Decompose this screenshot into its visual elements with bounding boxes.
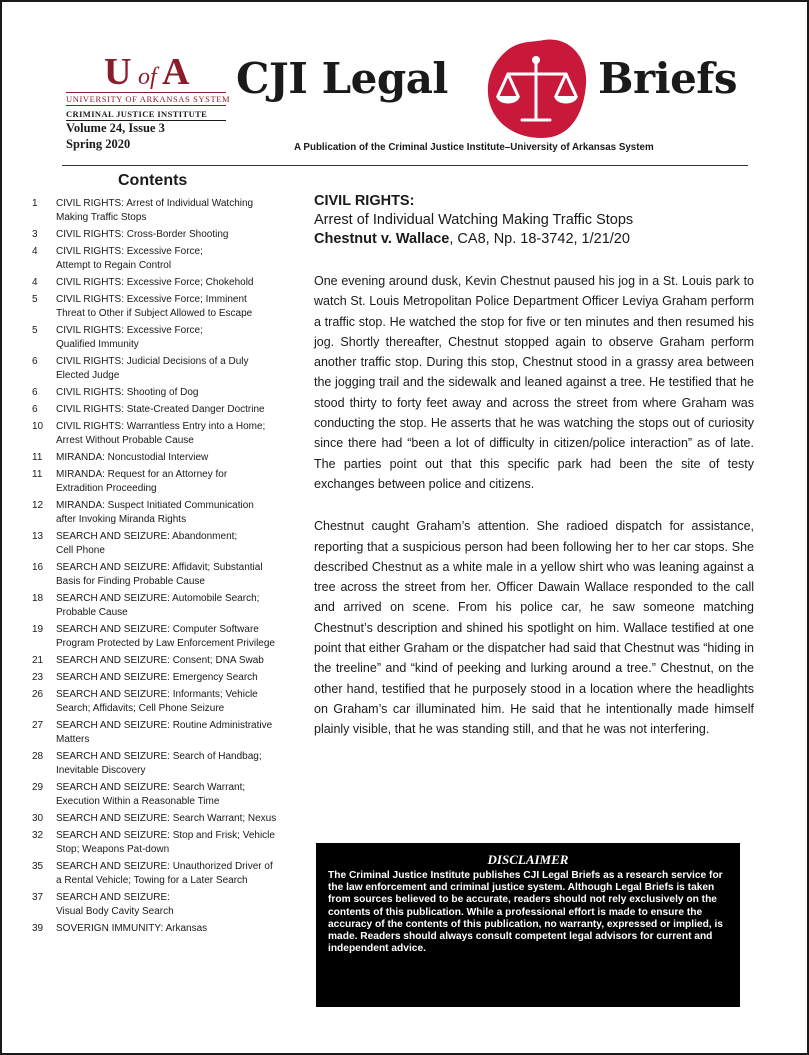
toc-entry-subtitle: Matters xyxy=(56,734,90,745)
toc-entry-title: SEARCH AND SEIZURE: Computer Software xyxy=(56,624,259,635)
toc-entry-title: SEARCH AND SEIZURE: Search Warrant; Nexus xyxy=(56,813,277,824)
toc-page-number: 11 xyxy=(32,452,43,463)
toc-entry-subtitle: Threat to Other if Subject Allowed to Escape xyxy=(56,308,253,319)
article-case-citation xyxy=(314,230,754,249)
toc-entry-subtitle: Program Protected by Law Enforcement Privilege xyxy=(56,638,275,649)
toc-entry-text xyxy=(56,245,290,273)
lead-article xyxy=(314,192,754,740)
toc-page-number: 29 xyxy=(32,782,44,793)
toc-entry-text xyxy=(56,468,290,496)
toc-item xyxy=(32,197,290,225)
toc-page-number: 18 xyxy=(32,593,44,604)
table-of-contents xyxy=(32,197,290,939)
toc-page-number: 16 xyxy=(32,562,44,573)
logo-institute-name: CRIMINAL JUSTICE INSTITUTE xyxy=(66,109,226,121)
toc-item xyxy=(32,276,290,290)
toc-page-number: 12 xyxy=(32,500,44,511)
toc-entry-text xyxy=(56,420,290,448)
issue-volume: Volume 24, Issue 3 xyxy=(66,121,165,135)
toc-entry-subtitle: Cell Phone xyxy=(56,545,105,556)
toc-entry-text xyxy=(56,812,290,826)
toc-entry-text xyxy=(56,654,290,668)
svg-text:A: A xyxy=(162,51,190,90)
toc-page-number: 32 xyxy=(32,830,44,841)
toc-item xyxy=(32,451,290,465)
article-paragraph-2: Chestnut caught Graham’s attention. She radioed dispatch for assistance, reporting that a suspicious person had been following her to her car stops. She described Chestnut as a white male in a yellow shirt who was leaning against a tree across the street from her. Officer Dawain Wallace responded to the call and arrived on scene. From his police car, he saw someone matching Chestnut’s description and shined his spotlight on him. Wallace testified at one point that either Graham or the dispatcher had said that Chestnut was “hiding in the treeline” and “kind of peeking and lurking around a tree.” Chestnut, on the other hand, testified that he purposely stood in a location where the headlights on Graham’s car illuminated him. He said that he intentionally made himself plainly visible, that he was standing still, and that he was not interfering. xyxy=(314,519,754,737)
toc-page-number: 4 xyxy=(32,246,38,257)
toc-item xyxy=(32,671,290,685)
toc-entry-title: SEARCH AND SEIZURE: Informants; Vehicle xyxy=(56,689,258,700)
masthead-title-left: CJI Legal xyxy=(236,54,448,103)
toc-entry-subtitle: Visual Body Cavity Search xyxy=(56,906,174,917)
toc-item xyxy=(32,324,290,352)
toc-entry-title: SEARCH AND SEIZURE: Affidavit; Substantial xyxy=(56,562,263,573)
toc-page-number: 39 xyxy=(32,923,44,934)
issue-season: Spring 2020 xyxy=(66,137,131,151)
toc-entry-text xyxy=(56,386,290,400)
toc-entry-text xyxy=(56,860,290,888)
toc-page-number: 10 xyxy=(32,421,44,432)
toc-item xyxy=(32,654,290,668)
toc-entry-subtitle: Attempt to Regain Control xyxy=(56,260,172,271)
toc-item xyxy=(32,355,290,383)
issue-info xyxy=(66,120,165,152)
toc-item xyxy=(32,781,290,809)
toc-item xyxy=(32,592,290,620)
toc-page-number: 13 xyxy=(32,531,44,542)
toc-page-number: 5 xyxy=(32,325,38,336)
toc-entry-subtitle: Search; Affidavits; Cell Phone Seizure xyxy=(56,703,225,714)
toc-entry-text xyxy=(56,403,290,417)
toc-entry-subtitle: Probable Cause xyxy=(56,607,128,618)
toc-page-number: 11 xyxy=(32,469,43,480)
toc-page-number: 4 xyxy=(32,277,38,288)
toc-entry-subtitle: Extradition Proceeding xyxy=(56,483,157,494)
toc-entry-title: CIVIL RIGHTS: Excessive Force; xyxy=(56,246,203,257)
toc-entry-text xyxy=(56,623,290,651)
toc-entry-title: CIVIL RIGHTS: Excessive Force; Chokehold xyxy=(56,277,254,288)
toc-item xyxy=(32,829,290,857)
toc-item xyxy=(32,293,290,321)
disclaimer-title: DISCLAIMER xyxy=(487,852,569,867)
toc-entry-title: CIVIL RIGHTS: Excessive Force; Imminent xyxy=(56,294,247,305)
toc-item xyxy=(32,623,290,651)
article-paragraph-1: One evening around dusk, Kevin Chestnut paused his jog in a St. Louis park to watch St. Louis Metropolitan Police Department Officer Leviya Graham perform a traffic stop. He watched the stop for five or ten minutes and then resumed his jog. Shortly thereafter, Chestnut stopped again to observe Graham perform another traffic stop. During this stop, Chestnut stood in a grassy area between the jogging trail and the sidewalk and leaned against a tree. He testified that he stood thirty to forty feet away and across the street from where Graham was conducting the stop. He asserts that he was watching the stops out of curiosity since there had “been a lot of difficulty in citizen/police interaction” as of late. The parties point out that this specific park had been the site of testy exchanges between police and citizens. xyxy=(314,274,754,491)
toc-entry-title: CIVIL RIGHTS: Cross-Border Shooting xyxy=(56,229,229,240)
toc-item xyxy=(32,891,290,919)
toc-item xyxy=(32,403,290,417)
toc-entry-title: MIRANDA: Request for an Attorney for xyxy=(56,469,228,480)
toc-entry-subtitle: Qualified Immunity xyxy=(56,339,139,350)
toc-entry-text xyxy=(56,922,290,936)
case-name: Chestnut v. Wallace xyxy=(314,231,450,247)
toc-entry-title: MIRANDA: Noncustodial Interview xyxy=(56,452,209,463)
toc-item xyxy=(32,386,290,400)
contents-heading: Contents xyxy=(118,172,188,189)
disclaimer-box xyxy=(316,843,740,1007)
toc-entry-title: SOVERIGN IMMUNITY: Arkansas xyxy=(56,923,208,934)
toc-entry-title: SEARCH AND SEIZURE: Stop and Frisk; Vehicle xyxy=(56,830,275,841)
toc-entry-subtitle: a Rental Vehicle; Towing for a Later Search xyxy=(56,875,248,886)
toc-item xyxy=(32,245,290,273)
toc-page-number: 6 xyxy=(32,404,38,415)
toc-page-number: 23 xyxy=(32,672,44,683)
toc-page-number: 35 xyxy=(32,861,44,872)
toc-item xyxy=(32,420,290,448)
scales-of-justice-icon xyxy=(484,34,590,142)
toc-entry-text xyxy=(56,829,290,857)
toc-item xyxy=(32,228,290,242)
toc-page-number: 19 xyxy=(32,624,44,635)
toc-entry-text xyxy=(56,197,290,225)
article-title: Arrest of Individual Watching Making Traffic Stops xyxy=(314,212,634,228)
toc-item xyxy=(32,750,290,778)
toc-entry-title: CIVIL RIGHTS: Warrantless Entry into a Home; xyxy=(56,421,266,432)
toc-entry-title: SEARCH AND SEIZURE: Search of Handbag; xyxy=(56,751,262,762)
toc-entry-text xyxy=(56,719,290,747)
toc-page-number: 6 xyxy=(32,356,38,367)
toc-entry-title: SEARCH AND SEIZURE: Routine Administrative xyxy=(56,720,273,731)
svg-text:U: U xyxy=(104,51,132,90)
toc-page-number: 37 xyxy=(32,892,44,903)
toc-entry-text xyxy=(56,293,290,321)
ua-monogram-logo xyxy=(96,50,216,90)
toc-entry-title: CIVIL RIGHTS: Judicial Decisions of a Duly xyxy=(56,356,249,367)
toc-page-number: 21 xyxy=(32,655,44,666)
toc-entry-subtitle: Stop; Weapons Pat-down xyxy=(56,844,170,855)
toc-entry-subtitle: Basis for Finding Probable Cause xyxy=(56,576,205,587)
university-logo xyxy=(66,50,231,121)
toc-page-number: 3 xyxy=(32,229,38,240)
toc-item xyxy=(32,688,290,716)
toc-page-number: 30 xyxy=(32,813,44,824)
toc-entry-title: MIRANDA: Suspect Initiated Communication xyxy=(56,500,254,511)
publication-tagline: A Publication of the Criminal Justice Institute–University of Arkansas System xyxy=(294,142,654,153)
toc-entry-text xyxy=(56,228,290,242)
toc-entry-subtitle: Inevitable Discovery xyxy=(56,765,146,776)
toc-entry-title: SEARCH AND SEIZURE: Abandonment; xyxy=(56,531,238,542)
toc-entry-text xyxy=(56,499,290,527)
toc-entry-text xyxy=(56,750,290,778)
toc-entry-title: CIVIL RIGHTS: Shooting of Dog xyxy=(56,387,199,398)
toc-page-number: 26 xyxy=(32,689,44,700)
logo-university-system: UNIVERSITY OF ARKANSAS SYSTEM xyxy=(66,94,231,104)
toc-entry-text xyxy=(56,355,290,383)
toc-page-number: 28 xyxy=(32,751,44,762)
toc-entry-subtitle: Making Traffic Stops xyxy=(56,212,147,223)
toc-item xyxy=(32,860,290,888)
toc-item xyxy=(32,499,290,527)
case-cite: , CA8, Np. 18-3742, 1/21/20 xyxy=(449,231,630,247)
toc-entry-title: SEARCH AND SEIZURE: Automobile Search; xyxy=(56,593,260,604)
disclaimer-text: The Criminal Justice Institute publishes CJI Legal Briefs as a research service for the law enforcement and criminal justice system. Although Legal Briefs is taken from sources believed to be accurate, readers should not rely exclusively on the contents of this publication. While a professional effort is made to ensure the accuracy of the contents of this publication, no warranty, expressed or implied, is made. Readers should always consult competent legal advisors for current and independent advice. xyxy=(328,870,723,955)
masthead-title-right: Briefs xyxy=(598,54,738,103)
toc-entry-subtitle: after Invoking Miranda Rights xyxy=(56,514,187,525)
svg-text:of: of xyxy=(138,64,157,90)
toc-item xyxy=(32,719,290,747)
header-divider xyxy=(62,165,748,166)
toc-item xyxy=(32,922,290,936)
toc-item xyxy=(32,561,290,589)
toc-entry-text xyxy=(56,530,290,558)
toc-entry-title: SEARCH AND SEIZURE: Emergency Search xyxy=(56,672,258,683)
toc-entry-text xyxy=(56,451,290,465)
toc-entry-text xyxy=(56,671,290,685)
toc-page-number: 1 xyxy=(32,198,38,209)
toc-entry-title: SEARCH AND SEIZURE: xyxy=(56,892,170,903)
article-category: CIVIL RIGHTS: xyxy=(314,193,415,209)
toc-entry-text xyxy=(56,276,290,290)
toc-entry-text xyxy=(56,324,290,352)
toc-entry-title: SEARCH AND SEIZURE: Search Warrant; xyxy=(56,782,246,793)
toc-item xyxy=(32,530,290,558)
toc-page-number: 27 xyxy=(32,720,44,731)
toc-entry-title: CIVIL RIGHTS: Excessive Force; xyxy=(56,325,203,336)
toc-entry-subtitle: Elected Judge xyxy=(56,370,120,381)
toc-entry-title: CIVIL RIGHTS: Arrest of Individual Watching xyxy=(56,198,254,209)
toc-page-number: 5 xyxy=(32,294,38,305)
toc-entry-title: SEARCH AND SEIZURE: Unauthorized Driver of xyxy=(56,861,273,872)
toc-item xyxy=(32,468,290,496)
toc-entry-subtitle: Arrest Without Probable Cause xyxy=(56,435,194,446)
toc-entry-text xyxy=(56,561,290,589)
toc-entry-text xyxy=(56,688,290,716)
toc-entry-subtitle: Execution Within a Reasonable Time xyxy=(56,796,220,807)
toc-entry-title: CIVIL RIGHTS: State-Created Danger Doctrine xyxy=(56,404,265,415)
toc-item xyxy=(32,812,290,826)
toc-entry-text xyxy=(56,891,290,919)
toc-page-number: 6 xyxy=(32,387,38,398)
toc-entry-text xyxy=(56,592,290,620)
toc-entry-title: SEARCH AND SEIZURE: Consent; DNA Swab xyxy=(56,655,264,666)
toc-entry-text xyxy=(56,781,290,809)
